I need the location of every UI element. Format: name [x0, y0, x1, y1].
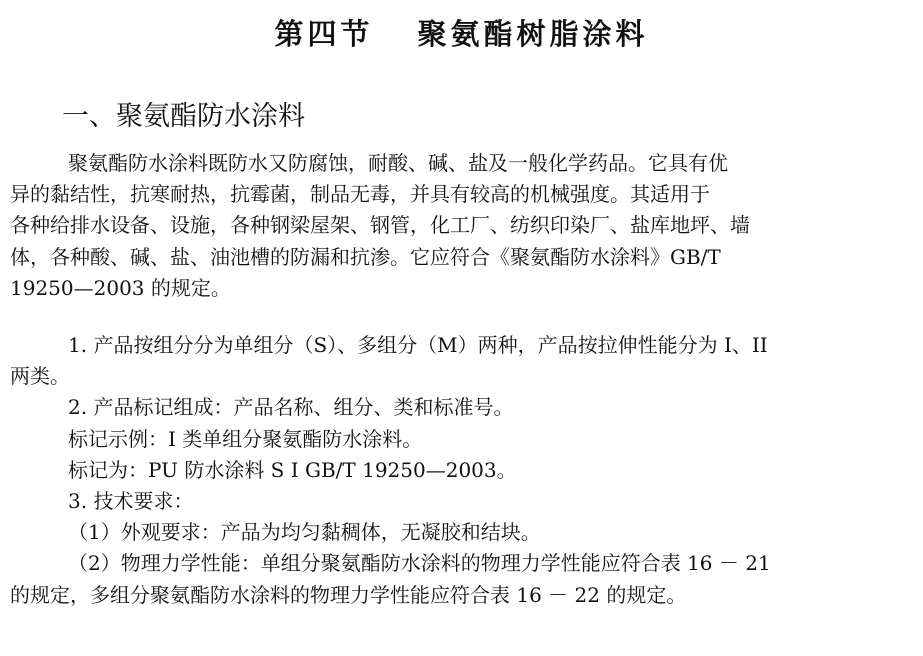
mark-as: 标记为：PU 防水涂料 S I GB/T 19250—2003。	[68, 457, 517, 482]
section-number: 第四节	[274, 17, 374, 51]
requirement-2-line: （2）物理力学性能：单组分聚氨酯防水涂料的物理力学性能应符合表 16 － 21	[68, 551, 771, 576]
subheading: 一、聚氨酯防水涂料	[62, 101, 305, 132]
item-1-line: 1. 产品按组分分为单组分（S）、多组分（M）两种，产品按拉伸性能分为 I、II	[68, 333, 768, 357]
item-1-line: 两类。	[10, 364, 70, 389]
intro-line: 体，各种酸、碱、盐、油池槽的防漏和抗渗。它应符合《聚氨酯防水涂料》GB/T	[10, 244, 721, 269]
requirement-1: （1）外观要求：产品为均匀黏稠体，无凝胶和结块。	[68, 520, 541, 545]
mark-example: 标记示例：I 类单组分聚氨酯防水涂料。	[68, 426, 423, 451]
requirements-list	[10, 330, 914, 611]
intro-line: 聚氨酯防水涂料既防水又防腐蚀，耐酸、碱、盐及一般化学药品。它具有优	[68, 151, 728, 175]
section-title	[0, 14, 923, 54]
intro-line: 各种给排水设备、设施，各种钢梁屋架、钢管，化工厂、纺织印染厂、盐库地坪、墙	[10, 213, 750, 238]
requirement-2-line: 的规定，多组分聚氨酯防水涂料的物理力学性能应符合表 16 － 22 的规定。	[10, 582, 687, 607]
intro-line: 异的黏结性，抗寒耐热，抗霉菌，制品无毒，并具有较高的机械强度。其适用于	[10, 182, 710, 207]
intro-line: 19250—2003 的规定。	[10, 275, 231, 300]
section-name: 聚氨酯树脂涂料	[417, 17, 649, 51]
item-2: 2. 产品标记组成：产品名称、组分、类和标准号。	[68, 395, 514, 420]
item-3: 3. 技术要求：	[68, 489, 194, 514]
intro-paragraph	[10, 148, 914, 304]
